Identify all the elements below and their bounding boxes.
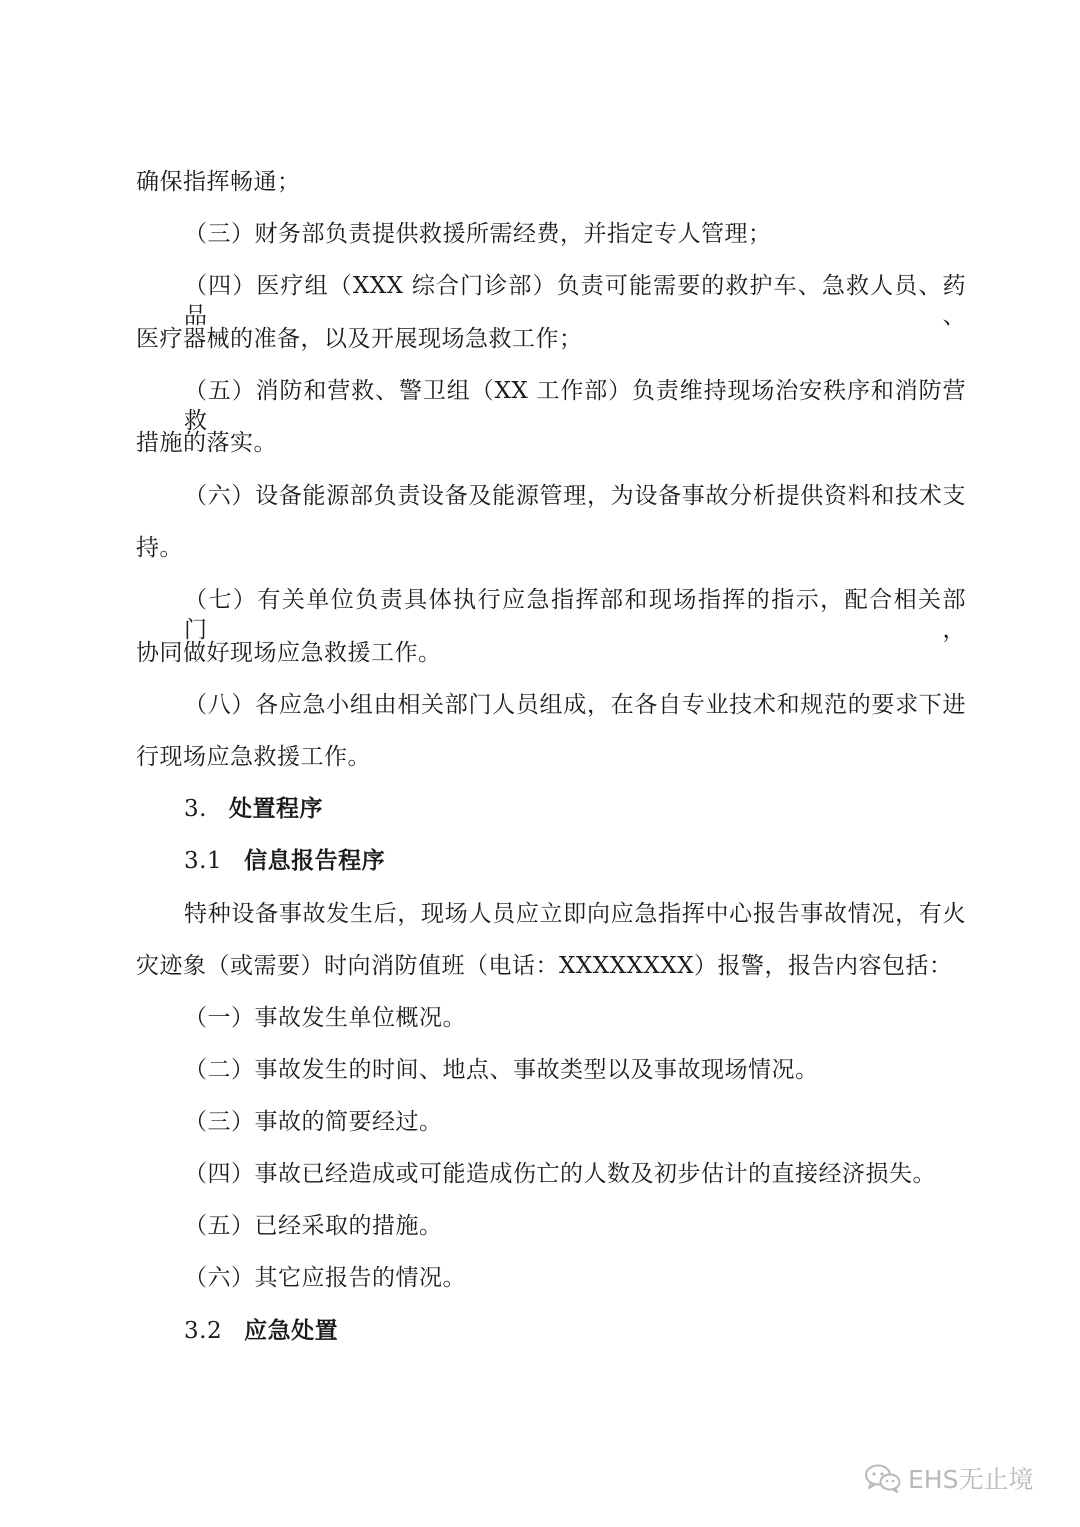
text-line: （六）其它应报告的情况。: [184, 1265, 466, 1291]
text-line: 协同做好现场应急救援工作。: [136, 640, 442, 666]
section-heading-3: [184, 794, 1024, 824]
text-line: 措施的落实。: [136, 430, 277, 456]
text-line: 灾迹象（或需要）时向消防值班（电话：XXXXXXXX）报警，报告内容包括：: [136, 953, 953, 979]
text-line: （五）已经采取的措施。: [184, 1213, 443, 1239]
section-heading-3-1: [184, 846, 1024, 876]
wechat-icon: [864, 1463, 902, 1493]
watermark-text: EHS无止境: [908, 1465, 1034, 1494]
section-heading-3-2: [184, 1316, 1024, 1346]
text-line: （一）事故发生单位概况。: [184, 1005, 466, 1031]
text-line: 特种设备事故发生后，现场人员应立即向应急指挥中心报告事故情况，有火: [184, 901, 966, 927]
heading-title: 信息报告程序: [244, 847, 386, 874]
text-line: （二）事故发生的时间、地点、事故类型以及事故现场情况。: [184, 1057, 819, 1083]
text-line: （三）事故的简要经过。: [184, 1109, 443, 1135]
text-line: （八）各应急小组由相关部门人员组成，在各自专业技术和规范的要求下进: [184, 692, 966, 718]
text-line: （四）医疗组（XXX 综合门诊部）负责可能需要的救护车、急救人员、药品、: [184, 273, 966, 329]
text-line: 行现场应急救援工作。: [136, 744, 371, 770]
text-line: （四）事故已经造成或可能造成伤亡的人数及初步估计的直接经济损失。: [184, 1161, 936, 1187]
heading-number: 3.1: [184, 848, 223, 874]
watermark: [864, 1458, 1033, 1498]
heading-title: 处置程序: [228, 795, 323, 822]
heading-number: 3.2: [184, 1318, 223, 1344]
heading-number: 3.: [184, 796, 207, 822]
heading-title: 应急处置: [244, 1317, 339, 1344]
text-line: （三）财务部负责提供救援所需经费，并指定专人管理；: [184, 221, 772, 247]
text-line: （七）有关单位负责具体执行应急指挥部和现场指挥的指示，配合相关部门，: [184, 587, 966, 643]
text-line: 持。: [136, 535, 183, 561]
text-line: 医疗器械的准备，以及开展现场急救工作；: [136, 326, 583, 352]
text-line: （六）设备能源部负责设备及能源管理，为设备事故分析提供资料和技术支: [184, 483, 966, 509]
text-line: 确保指挥畅通；: [136, 169, 301, 195]
text-line: （五）消防和营救、警卫组（XX 工作部）负责维持现场治安秩序和消防营救: [184, 378, 966, 434]
